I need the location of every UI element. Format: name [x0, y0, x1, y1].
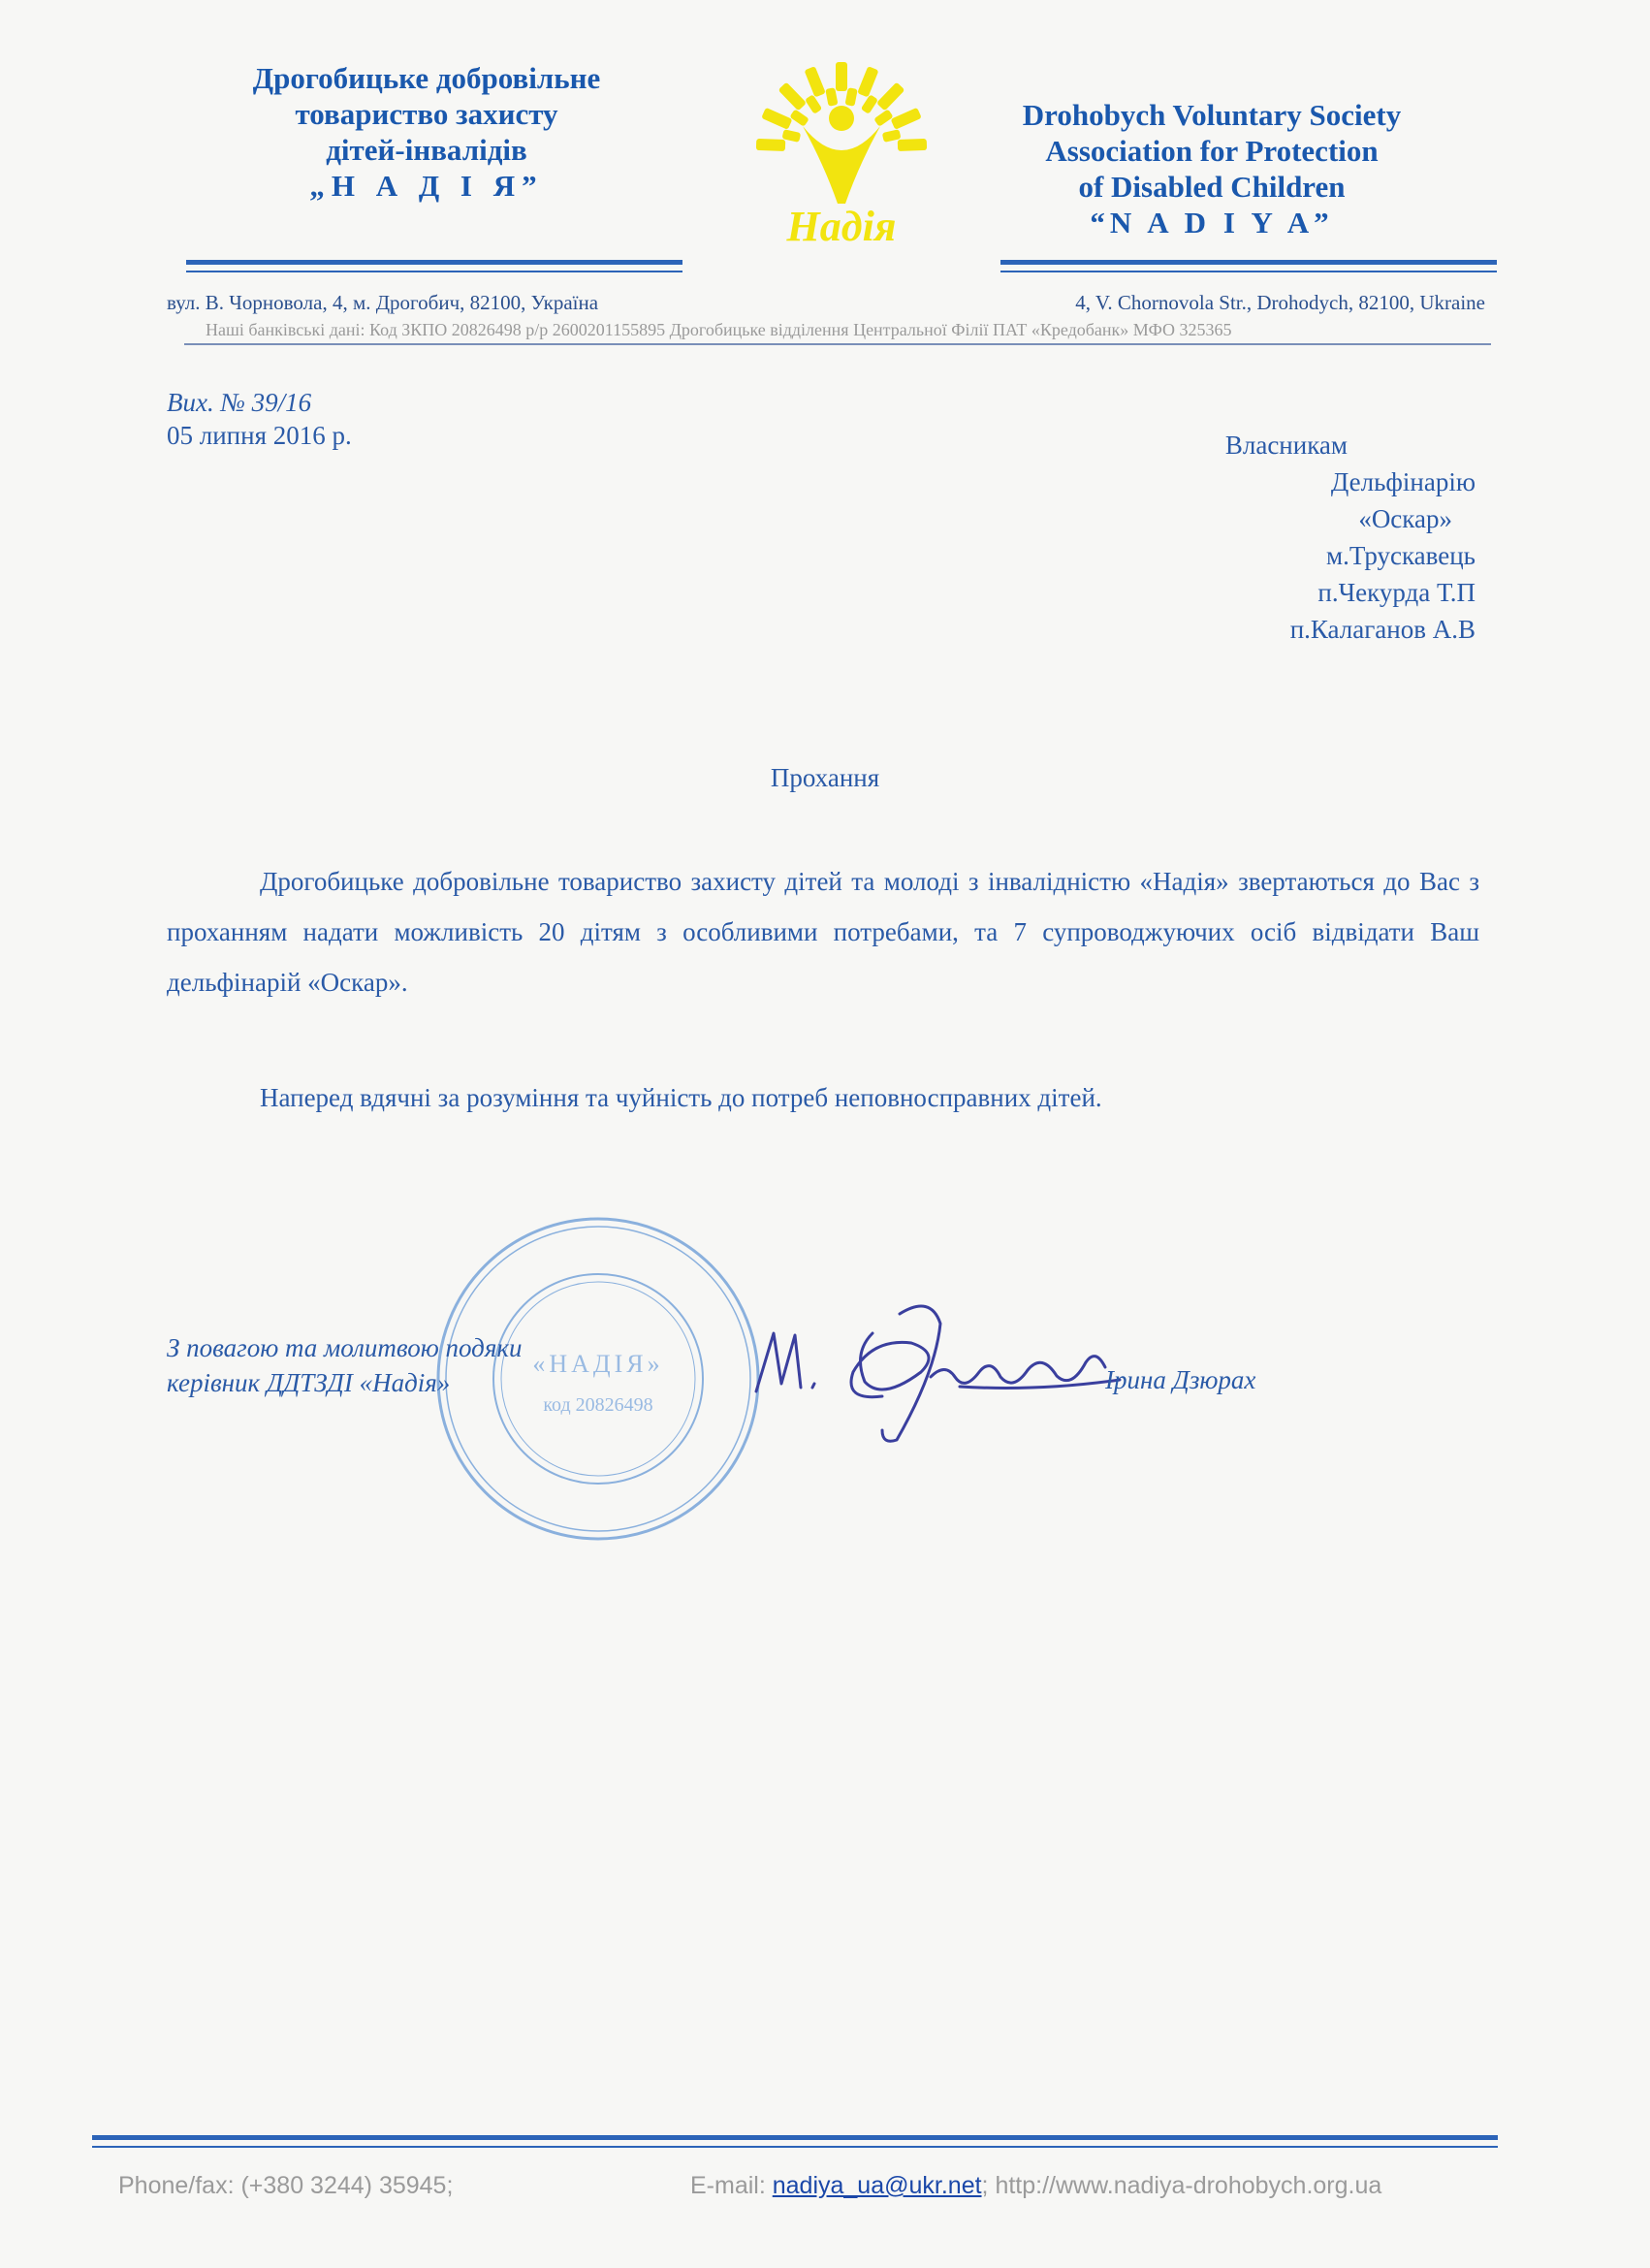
stamp-center-name: «НАДІЯ»	[532, 1350, 664, 1378]
closing-line-1: З повагою та молитвою подяки	[167, 1333, 523, 1362]
stamp-code: код 20826498	[543, 1394, 653, 1416]
email-label: E-mail:	[690, 2172, 773, 2199]
thanks-paragraph: Наперед вдячні за розуміння та чуйність до потреб неповносправних дітей.	[260, 1083, 1102, 1112]
letter-date: 05 липня 2016 р.	[167, 421, 352, 450]
org-ua-line-1: Дрогобицьке добровільне	[252, 61, 601, 95]
addressee-line: Дельфінарію	[1330, 467, 1475, 496]
org-ua-name: „Н А Д І Я”	[309, 169, 544, 203]
handwritten-signature-icon	[737, 1294, 1144, 1450]
outgoing-number: Вих. № 39/16	[167, 388, 312, 417]
header-rule-left-thin	[186, 271, 682, 272]
addressee-line: п.Калаганов А.В	[1289, 615, 1475, 644]
org-ua-line-2: товариство захисту	[295, 97, 558, 131]
request-paragraph: Дрогобицьке добровільне товариство захисту дітей та молоді з інвалідністю «Надія» звертаються до Вас з проханням надати можливість 20 дітям з особливими потребами, та 7 супроводжуючих осіб відвідати Ваш дельфінарій «Оскар».	[167, 867, 1479, 997]
reference-block	[167, 386, 352, 452]
addressee-line: Власникам	[1224, 431, 1348, 460]
org-en-line-1: Drohobych Voluntary Society	[1022, 98, 1402, 132]
website-text: ; http://www.nadiya-drohobych.org.ua	[981, 2172, 1382, 2199]
org-ua-line-3: дітей-інвалідів	[326, 133, 527, 167]
footer-rule-thin	[92, 2146, 1498, 2148]
org-name-ukrainian	[184, 60, 669, 204]
letter-heading: Прохання	[770, 763, 880, 792]
footer-phone: Phone/fax: (+380 3244) 35945;	[118, 2172, 454, 2199]
org-en-name: “N A D I Y A”	[1090, 206, 1334, 240]
header-rule-left	[186, 260, 682, 265]
addressee-line: п.Чекурда Т.П	[1317, 578, 1475, 607]
address-english: 4, V. Chornovola Str., Drohodych, 82100, Ukraine	[1075, 291, 1485, 314]
org-name-english	[979, 97, 1444, 240]
address-ukrainian: вул. В. Чорновола, 4, м. Дрогобич, 82100, Україна	[167, 291, 599, 314]
header-rule-right	[1000, 260, 1497, 265]
header-rule-right-thin	[1000, 271, 1497, 272]
addressee-line: м.Трускавець	[1326, 541, 1475, 570]
closing-block	[167, 1330, 523, 1400]
org-en-line-2: Association for Protection	[1045, 134, 1379, 168]
bank-details: Наші банківські дані: Код ЗКПО 20826498 р/р 2600201155895 Дрогобицьке відділення Центральної Філії ПАТ «Кредобанк» МФО 325365	[206, 320, 1232, 339]
footer-rule	[92, 2135, 1498, 2140]
addressee-block	[1225, 427, 1475, 648]
footer-contacts	[690, 2172, 1381, 2200]
org-en-line-3: of Disabled Children	[1078, 170, 1346, 204]
email-link[interactable]: nadiya_ua@ukr.net	[772, 2172, 982, 2199]
nadiya-sun-logo-icon	[745, 58, 938, 252]
signer-name: Ірина Дзюрах	[1105, 1365, 1256, 1394]
closing-line-2: керівник ДДТЗДІ «Надія»	[167, 1368, 451, 1397]
bank-underline	[184, 343, 1491, 345]
logo-wordmark: Надія	[786, 203, 897, 250]
addressee-line: «Оскар»	[1358, 504, 1452, 533]
